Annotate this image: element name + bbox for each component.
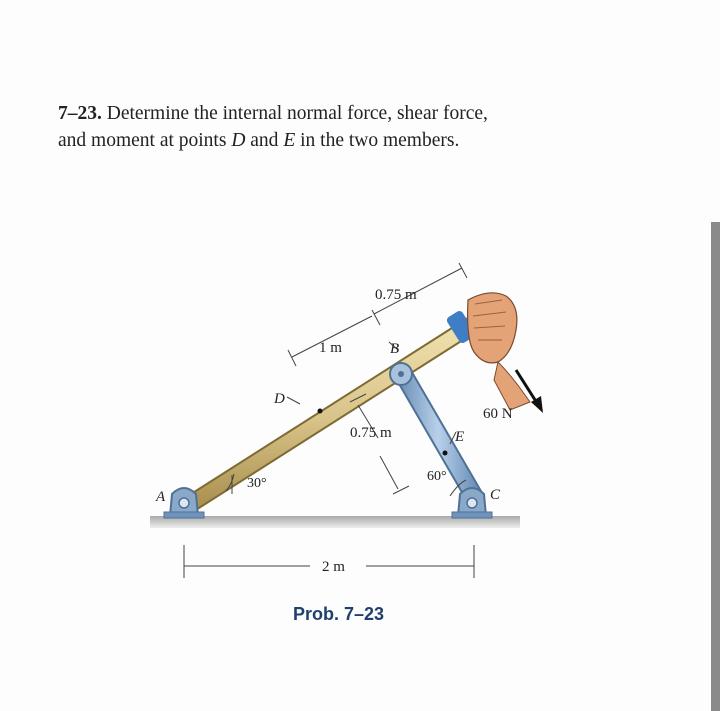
- problem-text-2a: and moment at points: [58, 130, 232, 151]
- problem-point-d: D: [231, 130, 246, 151]
- point-e-marker: [443, 451, 448, 456]
- problem-point-e: E: [283, 130, 296, 151]
- problem-number: 7–23.: [58, 103, 102, 124]
- point-d-marker: [318, 409, 323, 414]
- label-dim-base: 2 m: [322, 559, 345, 575]
- problem-text-2c: in the two members.: [295, 130, 460, 151]
- support-c: [452, 488, 492, 518]
- label-dim-mid: 0.75 m: [350, 425, 392, 441]
- label-a: A: [156, 489, 166, 505]
- label-b: B: [390, 341, 400, 357]
- label-force: 60 N: [483, 406, 513, 422]
- label-dim-top: 0.75 m: [375, 287, 417, 303]
- label-d: D: [274, 391, 285, 407]
- problem-caption: Prob. 7–23: [293, 604, 385, 624]
- label-angle-c: 60°: [427, 469, 447, 484]
- problem-text-1: Determine the internal normal force, shear force,: [106, 103, 488, 124]
- label-e: E: [455, 429, 465, 445]
- label-dim-1m: 1 m: [319, 340, 342, 356]
- label-angle-a: 30°: [247, 476, 267, 491]
- label-c: C: [490, 487, 501, 503]
- problem-text-2b: and: [245, 130, 284, 151]
- hand-grip: [445, 293, 530, 410]
- pin-b: [390, 363, 412, 385]
